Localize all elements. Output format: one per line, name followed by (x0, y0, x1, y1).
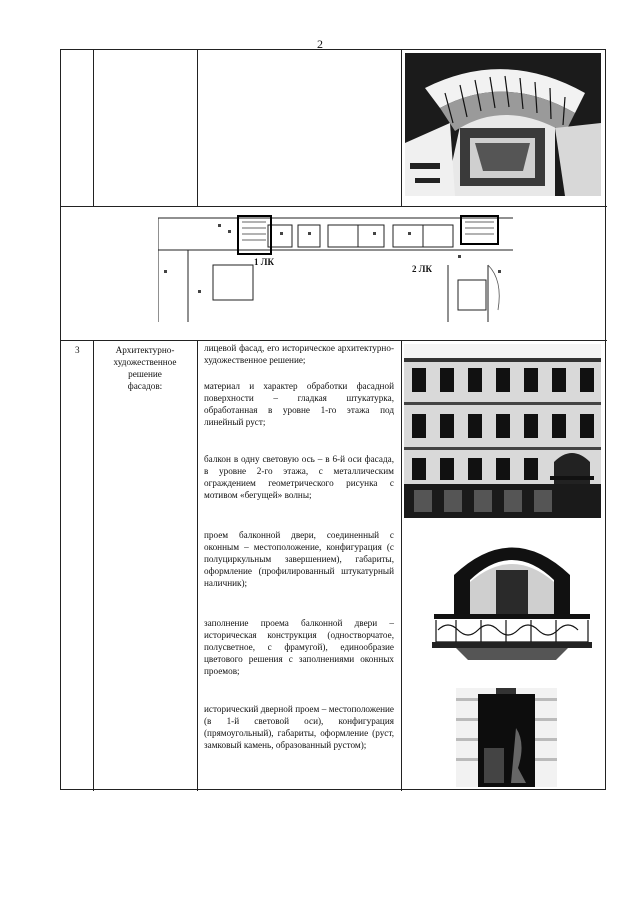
col-divider-2-bottom (197, 340, 198, 791)
paragraph-balcony-door: проем балконной двери, соединенный с оконным – местоположение, конфигурация (с полуциркульным завершением), габариты, оформление (профилированный штукатурный наличник); (204, 530, 394, 588)
row-divider-2 (61, 340, 607, 341)
page-number: 2 (317, 37, 323, 51)
floor-plan (158, 210, 513, 325)
row-title-line: фасадов: (127, 381, 163, 391)
row-title (94, 344, 196, 392)
entrance-door-photo (456, 688, 557, 787)
paragraph-entrance-door: исторический дверной проем – местоположение (в 1-й световой оси), конфигурация (прямоугольный), габариты, оформление (руст, замковый камень, образованный рустом); (204, 704, 394, 750)
row-title-line: решение (128, 369, 162, 379)
facade-photo (404, 344, 601, 518)
col-divider-3-top (401, 50, 402, 206)
plan-label-lk1: 1 ЛК (254, 257, 274, 267)
row-title-line: Архитектурно- (115, 345, 175, 355)
paragraph-balcony: балкон в одну световую ось – в 6-й оси фасада, в уровне 2-го этажа, с металлическим ограждением геометрического рисунка с мотивом «бегущей» волны; (204, 454, 394, 500)
plan-label-lk2: 2 ЛК (412, 264, 432, 274)
col-divider-1-top (93, 50, 94, 206)
paragraph-door-filling: заполнение проема балконной двери – историческая конструкция (одностворчатое, полусветное, с фрамугой), единообразие цветового решения с заполнениями оконных проемов; (204, 618, 394, 676)
row-divider-1 (61, 206, 607, 207)
row-title-line: художественное (113, 357, 177, 367)
col-divider-3-bottom (401, 340, 402, 791)
col-divider-1-bottom (93, 340, 94, 791)
paragraph-material: материал и характер обработки фасадной поверхности – гладкая штукатурка, обработанная в уровне 1-го этажа под линейный руст; (204, 381, 394, 427)
paragraph-facade: лицевой фасад, его историческое архитектурно-художественное решение; (204, 343, 394, 365)
row-number: 3 (75, 345, 80, 355)
col-divider-2-top (197, 50, 198, 206)
staircase-photo (405, 53, 601, 196)
balcony-photo (426, 530, 598, 664)
